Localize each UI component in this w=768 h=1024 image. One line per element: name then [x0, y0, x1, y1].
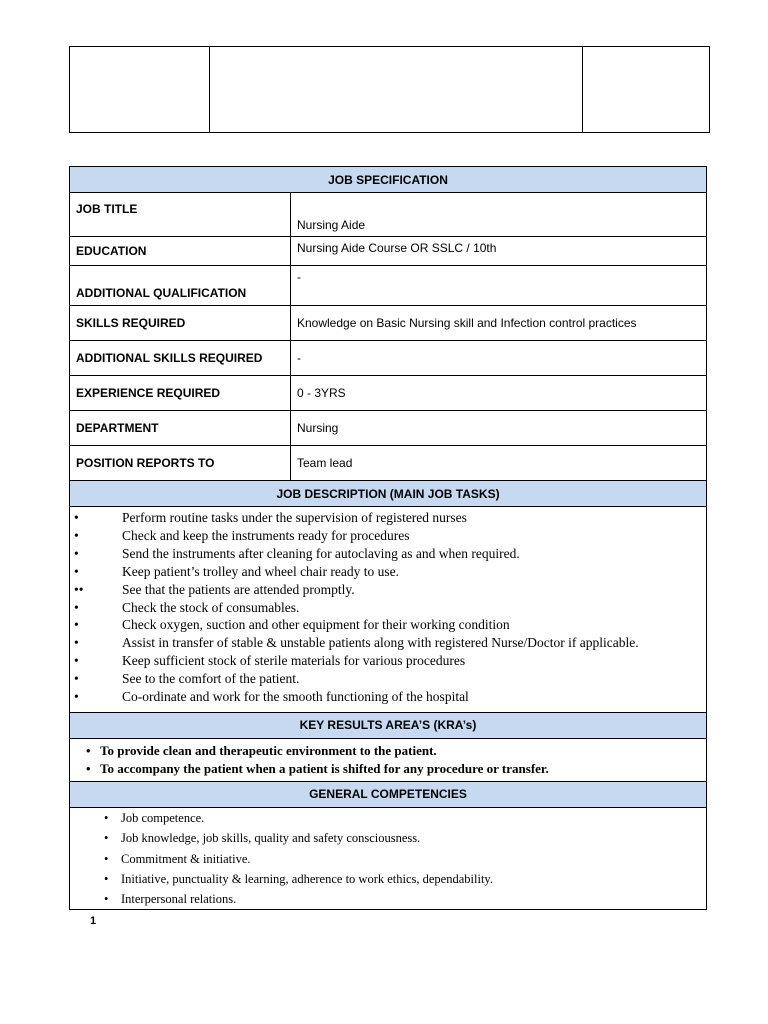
label-skills-required: SKILLS REQUIRED	[70, 306, 291, 341]
bullet-icon: •	[74, 653, 79, 669]
competency-item: • Initiative, punctuality & learning, adherence to work ethics, dependability.	[121, 869, 702, 889]
job-task-text: Check the stock of consumables.	[122, 599, 300, 615]
competency-item: • Commitment & initiative.	[121, 849, 702, 869]
job-spec-heading: JOB SPECIFICATION	[70, 167, 707, 193]
bullet-icon: •	[74, 689, 79, 705]
value-additional-skills: -	[291, 341, 707, 376]
label-department: DEPARTMENT	[70, 411, 291, 446]
value-additional-qualification: -	[291, 266, 707, 306]
label-education: EDUCATION	[70, 237, 291, 266]
bullet-icon: •	[74, 563, 79, 579]
job-task-item	[74, 509, 702, 527]
row-job-title	[70, 193, 707, 237]
competencies-heading: GENERAL COMPETENCIES	[70, 781, 707, 807]
job-task-text: Keep patient’s trolley and wheel chair ready to use.	[122, 563, 400, 579]
bullet-icon: •	[74, 671, 79, 687]
row-additional-skills	[70, 341, 707, 376]
header-title-cell	[210, 47, 583, 133]
competency-item: • Job competence.	[121, 808, 702, 828]
competencies-list-cell	[70, 807, 707, 909]
row-additional-qualification	[70, 266, 707, 306]
job-task-item	[74, 545, 702, 563]
job-task-item	[74, 599, 702, 617]
job-task-text: Check oxygen, suction and other equipment for their working condition	[122, 617, 510, 633]
bullet-icon: •	[74, 617, 79, 633]
job-task-text: Perform routine tasks under the supervision of registered nurses	[122, 510, 467, 525]
job-task-text: See to the comfort of the patient.	[122, 671, 300, 687]
row-education	[70, 237, 707, 266]
row-experience	[70, 376, 707, 411]
competency-item: • Job knowledge, job skills, quality and safety consciousness.	[121, 828, 702, 848]
kra-list-cell	[70, 738, 707, 781]
job-task-item	[74, 563, 702, 581]
bullet-icon: ••	[74, 581, 84, 597]
value-skills-required: Knowledge on Basic Nursing skill and Infection control practices	[291, 306, 707, 341]
page-number: 1	[90, 915, 97, 927]
job-task-text: See that the patients are attended promptly.	[122, 581, 355, 597]
kra-list	[100, 742, 702, 778]
kra-item: • To provide clean and therapeutic environment to the patient.	[100, 742, 702, 760]
job-task-item	[74, 581, 702, 599]
row-skills-required	[70, 306, 707, 341]
value-education: Nursing Aide Course OR SSLC / 10th	[291, 237, 707, 266]
job-tasks-list	[70, 507, 707, 713]
job-spec-table	[69, 166, 707, 910]
document-header-box	[69, 46, 710, 133]
job-task-text: Assist in transfer of stable & unstable patients along with registered Nurse/Doctor if applicable.	[122, 635, 639, 651]
row-department	[70, 411, 707, 446]
row-reports-to	[70, 446, 707, 481]
label-reports-to: POSITION REPORTS TO	[70, 446, 291, 481]
job-task-item	[74, 634, 702, 652]
label-experience: EXPERIENCE REQUIRED	[70, 376, 291, 411]
job-task-item	[74, 527, 702, 545]
job-task-text: Check and keep the instruments ready for procedures	[122, 527, 410, 543]
header-ref-cell	[583, 47, 710, 133]
label-additional-skills: ADDITIONAL SKILLS REQUIRED	[70, 341, 291, 376]
value-department: Nursing	[291, 411, 707, 446]
competencies-list	[121, 808, 702, 909]
job-task-item	[74, 670, 702, 688]
kra-item: • To accompany the patient when a patient is shifted for any procedure or transfer.	[100, 760, 702, 778]
label-additional-qualification: ADDITIONAL QUALIFICATION	[70, 266, 291, 306]
job-task-text: Co-ordinate and work for the smooth functioning of the hospital	[122, 689, 469, 705]
bullet-icon: •	[74, 510, 79, 525]
job-task-item	[74, 652, 702, 670]
job-task-item	[74, 688, 702, 706]
bullet-icon: •	[74, 599, 79, 615]
competency-item: • Interpersonal relations.	[121, 889, 702, 909]
header-logo-cell	[70, 47, 210, 133]
bullet-icon: •	[74, 527, 79, 543]
kra-heading: KEY RESULTS AREA’S (KRA’s)	[70, 712, 707, 738]
job-task-text: Send the instruments after cleaning for autoclaving as and when required.	[122, 545, 520, 561]
label-job-title: JOB TITLE	[70, 193, 291, 237]
bullet-icon: •	[74, 635, 79, 651]
value-experience: 0 - 3YRS	[291, 376, 707, 411]
value-job-title: Nursing Aide	[291, 193, 707, 237]
value-reports-to: Team lead	[291, 446, 707, 481]
job-description-heading: JOB DESCRIPTION (MAIN JOB TASKS)	[70, 481, 707, 507]
job-task-text: Keep sufficient stock of sterile materials for various procedures	[122, 653, 466, 669]
job-task-item	[74, 616, 702, 634]
bullet-icon: •	[74, 545, 79, 561]
